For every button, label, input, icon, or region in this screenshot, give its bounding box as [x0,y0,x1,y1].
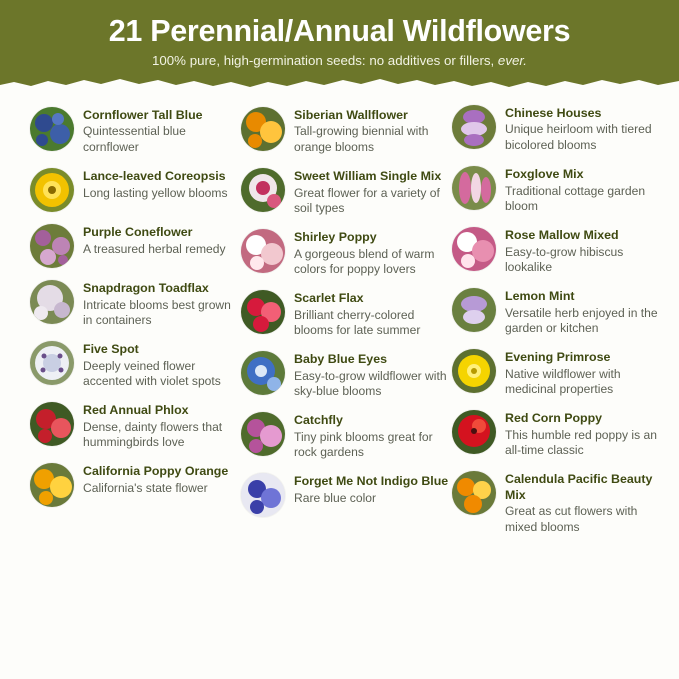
item-name: Five Spot [83,342,139,357]
item-text [505,288,663,337]
list-item[interactable] [241,229,452,278]
item-description: Easy-to-grow hibiscus lookalike [505,244,624,275]
item-description: Intricate blooms best grown in containers [83,297,231,328]
item-description: Long lasting yellow blooms [83,185,228,200]
item-name: Red Corn Poppy [505,411,603,426]
item-name: Forget Me Not Indigo Blue [294,474,449,489]
column-2 [241,105,452,548]
list-item[interactable] [452,166,663,215]
foxglove-thumbnail [452,166,496,210]
forget-me-not-thumbnail [241,473,285,517]
list-item[interactable] [241,168,452,217]
list-item[interactable] [30,463,241,507]
item-description: Native wildflower with medicinal properties [505,366,621,397]
item-name: Lemon Mint [505,289,575,304]
flower-list [0,91,679,556]
wallflower-thumbnail [241,107,285,151]
item-name: Rose Mallow Mixed [505,228,619,243]
item-text [83,107,241,156]
item-description: Unique heirloom with tiered bicolored blooms [505,122,652,153]
item-description: Traditional cottage garden bloom [505,183,646,214]
item-text [505,105,663,154]
item-text [294,229,452,278]
item-name: Lance-leaved Coreopsis [83,169,226,184]
item-name: California Poppy Orange [83,464,229,479]
item-name: Shirley Poppy [294,230,377,245]
toadflax-thumbnail [30,280,74,324]
item-description: A gorgeous blend of warm colors for poppy lovers [294,246,435,277]
item-description: Tall-growing biennial with orange blooms [294,124,429,155]
item-name: Scarlet Flax [294,291,364,306]
list-item[interactable] [241,412,452,461]
item-name: Chinese Houses [505,106,602,121]
shirley-poppy-thumbnail [241,229,285,273]
header-banner [0,0,679,91]
item-description: California's state flower [83,480,208,495]
column-1 [30,105,241,548]
item-text [294,168,452,217]
scarlet-flax-thumbnail [241,290,285,334]
list-item[interactable] [30,224,241,268]
item-text [505,471,663,535]
item-name: Evening Primrose [505,350,611,365]
red-corn-poppy-thumbnail [452,410,496,454]
item-text [294,473,448,506]
evening-primrose-thumbnail [452,349,496,393]
list-item[interactable] [30,402,241,451]
item-description: Brilliant cherry-colored blooms for late summer [294,307,421,338]
item-description: Deeply veined flower accented with violet spots [83,358,221,389]
item-text [83,168,228,201]
list-item[interactable] [452,471,663,535]
cornflower-thumbnail [30,107,74,151]
item-name: Sweet William Single Mix [294,169,442,184]
item-text [505,166,663,215]
item-name: Snapdragon Toadflax [83,281,209,296]
columns-container [30,105,663,548]
coneflower-thumbnail [30,224,74,268]
item-text [294,351,452,400]
item-text [505,227,663,276]
item-name: Catchfly [294,413,343,428]
torn-paper-edge [0,76,679,92]
california-poppy-thumbnail [30,463,74,507]
five-spot-thumbnail [30,341,74,385]
list-item[interactable] [30,107,241,156]
list-item[interactable] [241,473,452,517]
coreopsis-thumbnail [30,168,74,212]
item-description: This humble red poppy is an all-time classic [505,427,657,458]
baby-blue-eyes-thumbnail [241,351,285,395]
item-text [294,107,452,156]
page-title: 21 Perennial/Annual Wildflowers [108,14,571,48]
item-name: Purple Coneflower [83,225,193,240]
rose-mallow-thumbnail [452,227,496,271]
item-description: Rare blue color [294,490,377,505]
item-description: Great flower for a variety of soil types [294,185,440,216]
subtitle-emphasis: ever. [497,53,527,69]
list-item[interactable] [241,107,452,156]
list-item[interactable] [452,410,663,459]
calendula-thumbnail [452,471,496,515]
item-name: Siberian Wallflower [294,108,408,123]
item-text [83,280,241,329]
list-item[interactable] [452,227,663,276]
item-description: Dense, dainty flowers that hummingbirds love [83,419,223,450]
item-name: Foxglove Mix [505,167,584,182]
item-description: Great as cut flowers with mixed blooms [505,504,638,534]
list-item[interactable] [30,280,241,329]
list-item[interactable] [452,105,663,154]
item-text [505,410,663,459]
list-item[interactable] [241,290,452,339]
item-name: Cornflower Tall Blue [83,108,203,123]
item-text [294,290,452,339]
item-text [83,341,241,390]
lemon-mint-thumbnail [452,288,496,332]
item-name: Calendula Pacific Beauty Mix [505,472,653,502]
list-item[interactable] [241,351,452,400]
item-description: Easy-to-grow wildflower with sky-blue blooms [294,368,447,399]
item-description: Versatile herb enjoyed in the garden or kitchen [505,305,658,336]
list-item[interactable] [30,341,241,390]
red-phlox-thumbnail [30,402,74,446]
sweet-william-thumbnail [241,168,285,212]
catchfly-thumbnail [241,412,285,456]
item-name: Red Annual Phlox [83,403,189,418]
item-description: Tiny pink blooms great for rock gardens [294,429,433,460]
item-text [83,224,226,257]
page-subtitle [16,53,663,69]
item-text [505,349,663,398]
list-item[interactable] [452,349,663,398]
subtitle-text: 100% pure, high-germination seeds: no additives or fillers, [152,53,498,69]
item-name: Baby Blue Eyes [294,352,387,367]
item-text [294,412,452,461]
item-text [83,463,228,496]
chinese-houses-thumbnail [452,105,496,149]
item-description: A treasured herbal remedy [83,241,226,256]
list-item[interactable] [452,288,663,337]
item-text [83,402,241,451]
column-3 [452,105,663,548]
item-description: Quintessential blue cornflower [83,124,186,155]
list-item[interactable] [30,168,241,212]
